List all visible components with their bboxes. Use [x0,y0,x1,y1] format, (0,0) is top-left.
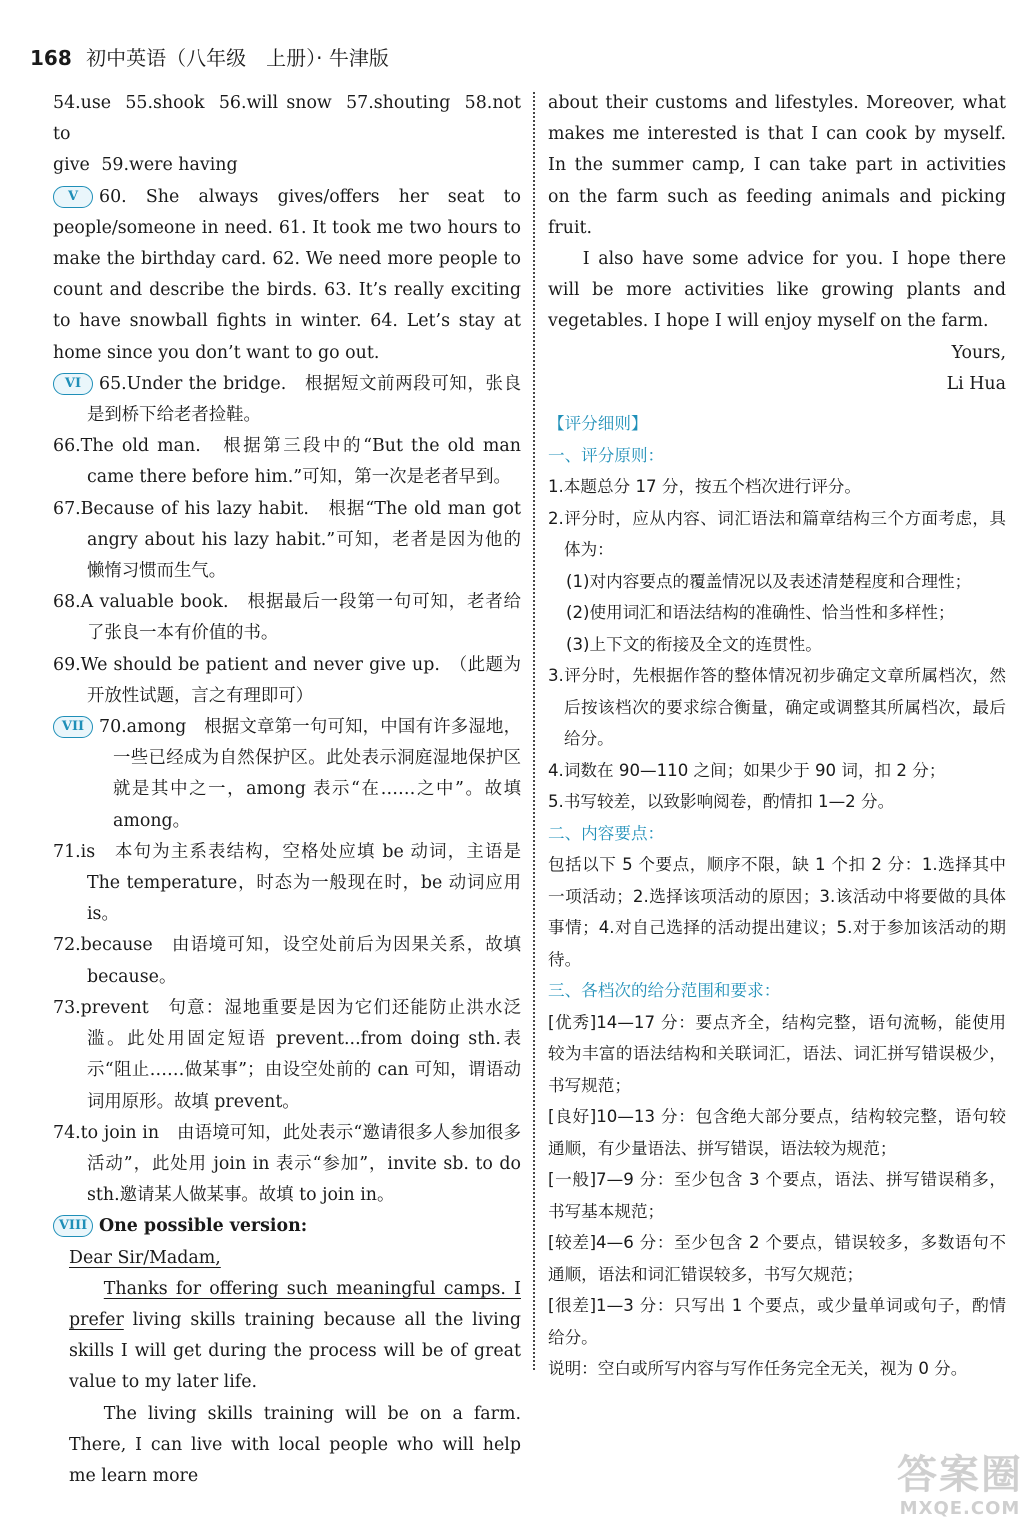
right-column [548,88,1006,1385]
letter-greeting: Dear Sir/Madam, [69,1247,221,1268]
answer-row-2 [53,150,521,181]
section-5-badge: V [53,186,93,208]
answer-57: 57.shouting [346,93,451,113]
rubric-grade-excellent: [优秀]14—17 分：要点齐全，结构完整，语句流畅，能使用较为丰富的语法结构和关联词汇，语法、词汇拼写错误极少，书写规范； [548,1012,1006,1095]
section-8-badge: VIII [53,1215,93,1237]
section-5-text: 60. She always gives/offers her seat to people/someone in need. 61. It took me two hours to make the birthday card. 62. We need more people to count and describe the birds. 63. It’s really exciting to have snowball fights in winter. 64. Let’s stay at home since you don’t want to go out. [53,186,521,363]
answer-56: 56.will snow [218,93,332,113]
section-6-item-69: 69.We should be patient and never give up. （此题为开放性试题，言之有理即可） [53,654,521,706]
rubric-1-sub-3: (3)上下文的衔接及全文的连贯性。 [566,634,822,654]
answer-row-1 [53,88,521,150]
section-5 [53,182,521,369]
watermark-line-1: 答案圈 [897,1452,1023,1498]
column-divider [533,92,535,1370]
rubric-1-item-5: 5.书写较差，以致影响阅卷，酌情扣 1—2 分。 [548,792,895,812]
section-7-item-70: VII 70.among 根据文章第一句可知，中国有许多湿地，一些已经成为自然保护区。此处表示洞庭湿地保护区就是其中之一，among 表示“在……之中”。故填 among。 [53,712,521,837]
rubric-title: 【评分细则】 [548,414,648,434]
section-6-item-65: VI 65.Under the bridge. 根据短文前两段可知，张良是到桥下给老者捡鞋。 [53,369,521,431]
answer-55: 55.shook [125,93,205,113]
section-6-badge: VI [53,373,93,395]
answer-58-cont: give [53,155,90,176]
rubric-section-1-title: 一、评分原则： [548,445,665,465]
section-7-item-72: 72.because 由语境可知，设空处前后为因果关系，故填 because。 [53,935,521,987]
rubric-grade-good: [良好]10—13 分：包含绝大部分要点，结构较完整，语句较通顺，有少量语法、拼写错误，语法较为规范； [548,1107,1006,1158]
section-7-item-73: 73.prevent 句意：湿地重要是因为它们还能防止洪水泛滥。此处用固定短语 prevent...from doing sth.表示“阻止……做某事”；由设空处前的 can 可知，谓语动词用原形。故填 prevent。 [53,997,521,1112]
left-column [53,88,521,1492]
rubric-section-2-text: 包括以下 5 个要点，顺序不限，缺 1 个扣 2 分：1.选择其中一项活动；2.选择该项活动的原因；3.该活动中将要做的具体事情；4.对自己选择的活动提出建议；5.对于参加该活动的期待。 [548,855,1006,969]
letter-paragraph-1: Thanks for offering such meaningful camps. I prefer living skills training because all the living skills I will get during the process will be of great value to my later life. [69,1278,521,1393]
answer-58: 58.not to [53,93,521,145]
letter-closing: Yours, [951,342,1006,363]
page-number: 168 [30,46,72,70]
rubric-1-item-1: 1.本题总分 17 分，按五个档次进行评分。 [548,477,861,497]
rubric-1-item-3: 3.评分时，先根据作答的整体情况初步确定文章所属档次，然后按该档次的要求综合衡量，确定或调整其所属档次，最后给分。 [548,666,1006,749]
section-7-item-74: 74.to join in 由语境可知，此处表示“邀请很多人参加很多活动”，此处用 join in 表示“参加”，invite sb. to do sth.邀请某人做某事。故填 to join in。 [53,1122,521,1206]
rubric-section-2-title: 二、内容要点： [548,823,665,843]
answer-54: 54.use [53,93,112,113]
rubric-grade-very-poor: [很差]1—3 分：只写出 1 个要点，或少量单词或句子，酌情给分。 [548,1296,1006,1347]
watermark-logo [890,1452,1030,1532]
letter-paragraph-3: I also have some advice for you. I hope there will be more activities like growing plants and vegetables. I hope I will enjoy myself on the farm. [548,249,1006,332]
rubric-1-item-4: 4.词数在 90—110 之间；如果少于 90 词，扣 2 分； [548,760,946,780]
answer-59: 59.were having [101,155,238,176]
rubric-section-3-title: 三、各档次的给分范围和要求： [548,981,781,1001]
section-7-item-71: 71.is 本句为主系表结构，空格处应填 be 动词，主语是 The temperature，时态为一般现在时，be 动词应用 is。 [53,841,521,925]
letter-paragraph-2-cont: about their customs and lifestyles. Moreover, what makes me interested is that I can cook by myself. In the summer camp, I can take part in activities on the farm such as feeding animals and picking fruit. [548,93,1006,238]
page-header [30,40,1010,76]
rubric-1-sub-1: (1)对内容要点的覆盖情况以及表述清楚程度和合理性； [566,571,972,591]
rubric-note: 说明：空白或所写内容与写作任务完全无关，视为 0 分。 [548,1359,968,1379]
rubric-1-item-2: 2.评分时，应从内容、词汇语法和篇章结构三个方面考虑，具体为： [548,508,1006,560]
book-title: 初中英语（八年级 上册）· 牛津版 [86,46,389,70]
section-6-item-68: 68.A valuable book. 根据最后一段第一句可知，老者给了张良一本有价值的书。 [53,592,521,644]
section-8-heading: VIII One possible version: [53,1211,521,1242]
section-6-item-66: 66.The old man. 根据第三段中的“But the old man came there before him.”可知，第一次是老者早到。 [53,436,521,488]
section-6-item-67: 67.Because of his lazy habit. 根据“The old man got angry about his lazy habit.”可知，老者是因为他的懒惰习惯而生气。 [53,498,521,582]
rubric-grade-poor: [较差]4—6 分：至少包含 2 个要点，错误较多，多数语句不通顺，语法和词汇错误较多，书写欠规范； [548,1233,1006,1284]
rubric-1-sub-2: (2)使用词汇和语法结构的准确性、恰当性和多样性； [566,603,955,623]
rubric-grade-average: [一般]7—9 分：至少包含 3 个要点，语法、拼写错误稍多，书写基本规范； [548,1170,1006,1221]
letter-signature: Li Hua [946,373,1006,394]
section-7-badge: VII [53,716,93,738]
letter-paragraph-2-start: The living skills training will be on a farm. There, I can live with local people who will help me learn more [69,1403,521,1486]
watermark-line-2: MXQE.COM [899,1498,1021,1519]
